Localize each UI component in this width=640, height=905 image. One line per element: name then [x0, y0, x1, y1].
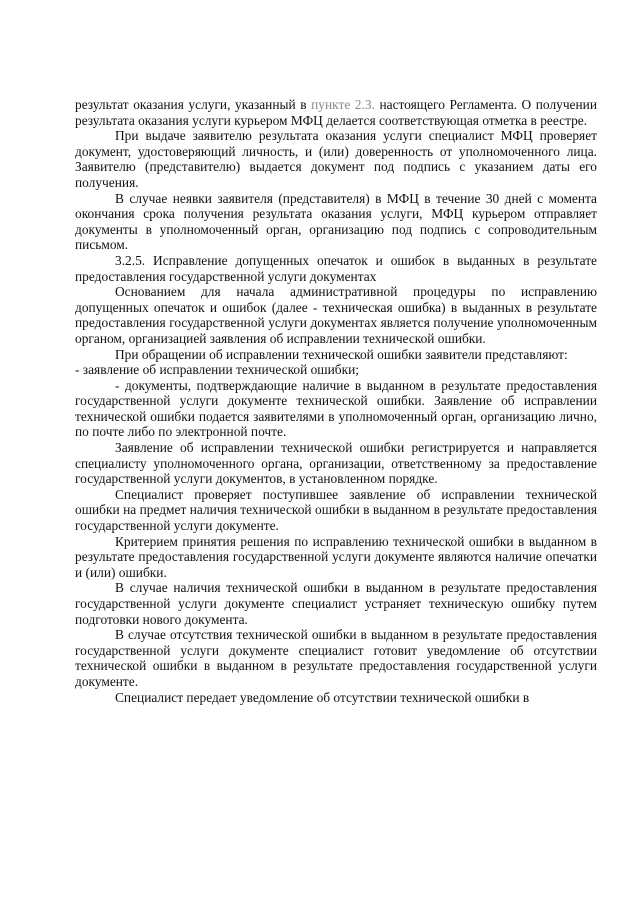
- paragraph-12: В случае наличия технической ошибки в выданном в результате предоставления государственной услуги документе специалист устраняет техническую ошибку путем подготовки нового документа.: [75, 580, 597, 627]
- list-item-documents: - документы, подтверждающие наличие в выданном в результате предоставления государственной услуги документе технической ошибки. Заявление об исправлении технической ошибки подается заявителями в уполномоченный орган, организацию лично, по почте либо по электронной почте.: [75, 377, 597, 440]
- paragraph-3: В случае неявки заявителя (представителя) в МФЦ в течение 30 дней с момента окончания срока получения результата оказания услуги, МФЦ курьером отправляет документы в уполномоченный орган, организацию под подпись с сопроводительным письмом.: [75, 190, 597, 253]
- paragraph-13: В случае отсутствия технической ошибки в выданном в результате предоставления государственной услуги документе специалист готовит уведомление об отсутствии технической ошибки в выданном в результате предоставления государственной услуги документе.: [75, 627, 597, 689]
- paragraph-1-text-end: настоящего Регламента. О получении результата оказания услуги курьером МФЦ делается соответствующая отметка в реестре.: [75, 97, 597, 128]
- paragraph-10: Специалист проверяет поступившее заявление об исправлении технической ошибки на предмет наличия технической ошибки в выданном в результате предоставления государственной услуги документе.: [75, 486, 597, 534]
- paragraph-6: При обращении об исправлении технической ошибки заявители представляют:: [115, 346, 568, 362]
- list-item-application: - заявление об исправлении технической ошибки;: [75, 362, 359, 378]
- paragraph-1-text-start: результат оказания услуги, указанный в: [75, 97, 312, 112]
- paragraph-9: Заявление об исправлении технической ошибки регистрируется и направляется специалисту уполномоченного органа, организации, ответственному за предоставление государственной услуги документов, в установленном порядке.: [75, 440, 597, 487]
- document-page: [75, 97, 597, 705]
- paragraph-1: [75, 97, 597, 128]
- paragraph-5: Основанием для начала административной процедуры по исправлению допущенных опечаток и ошибок (далее - техническая ошибка) в выданных в результате предоставления государственной услуги документах является получение уполномоченным органом, организацией заявления об исправлении технической ошибки.: [75, 284, 597, 346]
- section-heading-3-2-5: 3.2.5. Исправление допущенных опечаток и ошибок в выданных в результате предоставления государственной услуги документах: [75, 252, 597, 284]
- regulation-clause-link[interactable]: пункте 2.3.: [311, 97, 375, 112]
- paragraph-2: При выдаче заявителю результата оказания услуги специалист МФЦ проверяет документ, удостоверяющий личность, и (или) доверенность от уполномоченного лица. Заявителю (представителю) выдается документ под подпись с указанием даты его получения.: [75, 128, 597, 190]
- paragraph-14: Специалист передает уведомление об отсутствии технической ошибки в: [115, 689, 530, 705]
- paragraph-11: Критерием принятия решения по исправлению технической ошибки в выданном в результате предоставления государственной услуги документе являются наличие опечатки и (или) ошибки.: [75, 533, 597, 580]
